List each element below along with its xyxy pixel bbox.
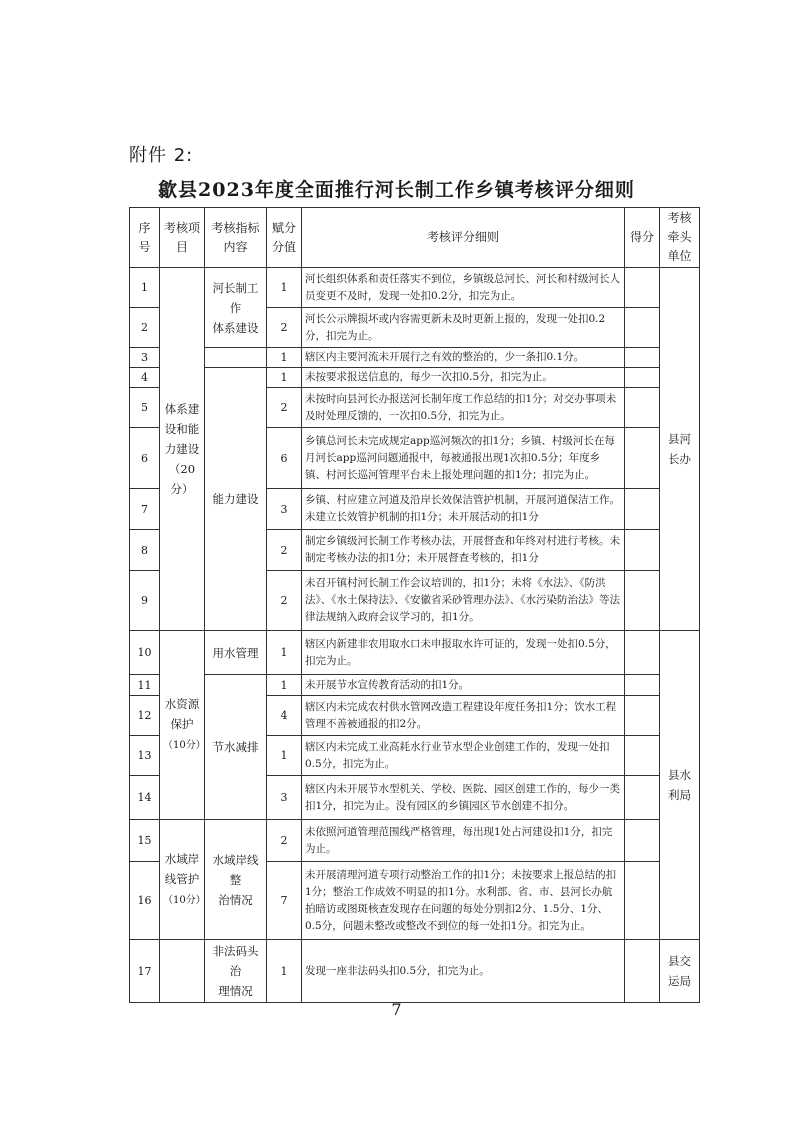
row-number: 8: [130, 530, 160, 571]
row-detail: 未按时向县河长办报送河长制年度工作总结的扣1分；对交办事项未及时处理反馈的，一次扣0.5分，扣完为止。: [302, 388, 625, 428]
row-detail: 发现一座非法码头扣0.5分，扣完为止。: [302, 940, 625, 1003]
header-lead-unit: 考核牵头 单位: [660, 208, 700, 268]
row-points: 2: [267, 308, 302, 348]
row-points: 1: [267, 940, 302, 1003]
row-score: [625, 348, 660, 368]
row-score: [625, 631, 660, 675]
row-points: 1: [267, 368, 302, 388]
row-points: 2: [267, 820, 302, 862]
row-points: 1: [267, 268, 302, 308]
row-number: 6: [130, 428, 160, 489]
row-number: 12: [130, 696, 160, 736]
row-score: [625, 776, 660, 820]
indicator-water-use: 用水管理: [205, 631, 267, 675]
indicator-capacity: 能力建设: [205, 368, 267, 631]
category-system-capacity: 体系建 设和能 力建设 （20分）: [160, 268, 205, 631]
row-score: [625, 862, 660, 940]
row-points: 2: [267, 530, 302, 571]
row-points: 7: [267, 862, 302, 940]
row-points: 1: [267, 675, 302, 696]
header-item: 考核项 目: [160, 208, 205, 268]
header-score: 得分: [625, 208, 660, 268]
table-header-row: [130, 208, 700, 268]
table-row: [130, 631, 700, 675]
row-points: 1: [267, 348, 302, 368]
document-title: 歙县2023年度全面推行河长制工作乡镇考核评分细则: [158, 179, 635, 201]
row-score: [625, 308, 660, 348]
table-row: [130, 368, 700, 388]
row-number: 14: [130, 776, 160, 820]
row-number: 16: [130, 862, 160, 940]
row-score: [625, 489, 660, 530]
page-number: 7: [391, 1000, 402, 1019]
row-detail: 未开展清理河道专项行动整治工作的扣1分；未按要求上报总结的扣1分；整治工作成效不明显的扣1分。水利部、省、市、县河长办航拍暗访或图斑核查发现存在问题的每处分别扣2分、1.5分、1分、0.5分，问题未整改或整改不到位的每一处扣1分。扣完为止。: [302, 862, 625, 940]
row-detail: 乡镇总河长未完成规定app巡河频次的扣1分；乡镇、村级河长在每月河长app巡河问题通报中，每被通报出现1次扣0.5分；年度乡镇、村河长巡河管理平台未上报处理问题的扣1分；扣完为止。: [302, 428, 625, 489]
row-number: 13: [130, 736, 160, 776]
row-points: 2: [267, 571, 302, 631]
table-row: [130, 348, 700, 368]
category-empty: [160, 940, 205, 1003]
row-detail: 河长公示牌损坏或内容需更新未及时更新上报的，发现一处扣0.2分，扣完为止。: [302, 308, 625, 348]
table-row: [130, 675, 700, 696]
row-number: 15: [130, 820, 160, 862]
indicator-empty: [205, 348, 267, 368]
row-score: [625, 268, 660, 308]
header-indicator: 考核指标 内容: [205, 208, 267, 268]
row-points: 1: [267, 736, 302, 776]
lead-transport-bureau: 县交 运局: [660, 940, 700, 1003]
row-number: 17: [130, 940, 160, 1003]
row-score: [625, 530, 660, 571]
row-detail: 辖区内未完成工业高耗水行业节水型企业创建工作的，发现一处扣0.5分，扣完为止。: [302, 736, 625, 776]
row-number: 5: [130, 388, 160, 428]
row-score: [625, 736, 660, 776]
indicator-water-saving: 节水减排: [205, 675, 267, 820]
row-detail: 辖区内新建非农用取水口未申报取水许可证的，发现一处扣0.5分，扣完为止。: [302, 631, 625, 675]
row-detail: 辖区内未完成农村供水管网改造工程建设年度任务扣1分；饮水工程管理不善被通报的扣2分。: [302, 696, 625, 736]
row-score: [625, 428, 660, 489]
table-row: [130, 940, 700, 1003]
row-points: 1: [267, 631, 302, 675]
category-shoreline: 水域岸 线管护 （10分）: [160, 820, 205, 940]
row-points: 2: [267, 388, 302, 428]
row-points: 3: [267, 776, 302, 820]
indicator-river-chief-system: 河长制工作 体系建设: [205, 268, 267, 348]
row-detail: 辖区内主要河流未开展行之有效的整治的，少一条扣0.1分。: [302, 348, 625, 368]
row-detail: 辖区内未开展节水型机关、学校、医院、园区创建工作的，每少一类扣1分，扣完为止。没有园区的乡镇园区节水创建不扣分。: [302, 776, 625, 820]
header-number: 序 号: [130, 208, 160, 268]
row-number: 2: [130, 308, 160, 348]
row-number: 1: [130, 268, 160, 308]
row-number: 11: [130, 675, 160, 696]
row-number: 7: [130, 489, 160, 530]
row-detail: 未依照河道管理范围线严格管理，每出现1处占河建设扣1分，扣完为止。: [302, 820, 625, 862]
row-score: [625, 675, 660, 696]
row-score: [625, 820, 660, 862]
row-detail: 未召开镇村河长制工作会议培训的，扣1分；未将《水法》、《防洪法》、《水土保持法》、《安徽省采砂管理办法》、《水污染防治法》等法律法规纳入政府会议学习的，扣1分。: [302, 571, 625, 631]
row-detail: 河长组织体系和责任落实不到位，乡镇级总河长、河长和村级河长人员变更不及时，发现一处扣0.2分，扣完为止。: [302, 268, 625, 308]
lead-water-bureau: 县水 利局: [660, 631, 700, 940]
category-water-resource: 水资源 保护 （10分）: [160, 631, 205, 820]
header-points: 赋分 分值: [267, 208, 302, 268]
indicator-shoreline-rectification: 水域岸线整 治情况: [205, 820, 267, 940]
row-detail: 未开展节水宣传教育活动的扣1分。: [302, 675, 625, 696]
row-detail: 制定乡镇级河长制工作考核办法，开展督查和年终对村进行考核。未制定考核办法的扣1分；未开展督查考核的，扣1分: [302, 530, 625, 571]
row-number: 3: [130, 348, 160, 368]
row-score: [625, 571, 660, 631]
row-points: 4: [267, 696, 302, 736]
lead-river-office: 县河 长办: [660, 268, 700, 631]
table-row: [130, 268, 700, 308]
header-detail: 考核评分细则: [302, 208, 625, 268]
table-row: [130, 820, 700, 862]
row-score: [625, 696, 660, 736]
row-score: [625, 388, 660, 428]
row-number: 4: [130, 368, 160, 388]
row-detail: 未按要求报送信息的，每少一次扣0.5分，扣完为止。: [302, 368, 625, 388]
attachment-label: 附件 2:: [129, 145, 194, 166]
indicator-illegal-docks: 非法码头治 理情况: [205, 940, 267, 1003]
row-score: [625, 940, 660, 1003]
row-score: [625, 368, 660, 388]
row-points: 3: [267, 489, 302, 530]
row-points: 6: [267, 428, 302, 489]
row-number: 9: [130, 571, 160, 631]
row-number: 10: [130, 631, 160, 675]
row-detail: 乡镇、村应建立河道及沿岸长效保洁管护机制，开展河道保洁工作。未建立长效管护机制的扣1分；未开展活动的扣1分: [302, 489, 625, 530]
scoring-table: [129, 207, 700, 1003]
